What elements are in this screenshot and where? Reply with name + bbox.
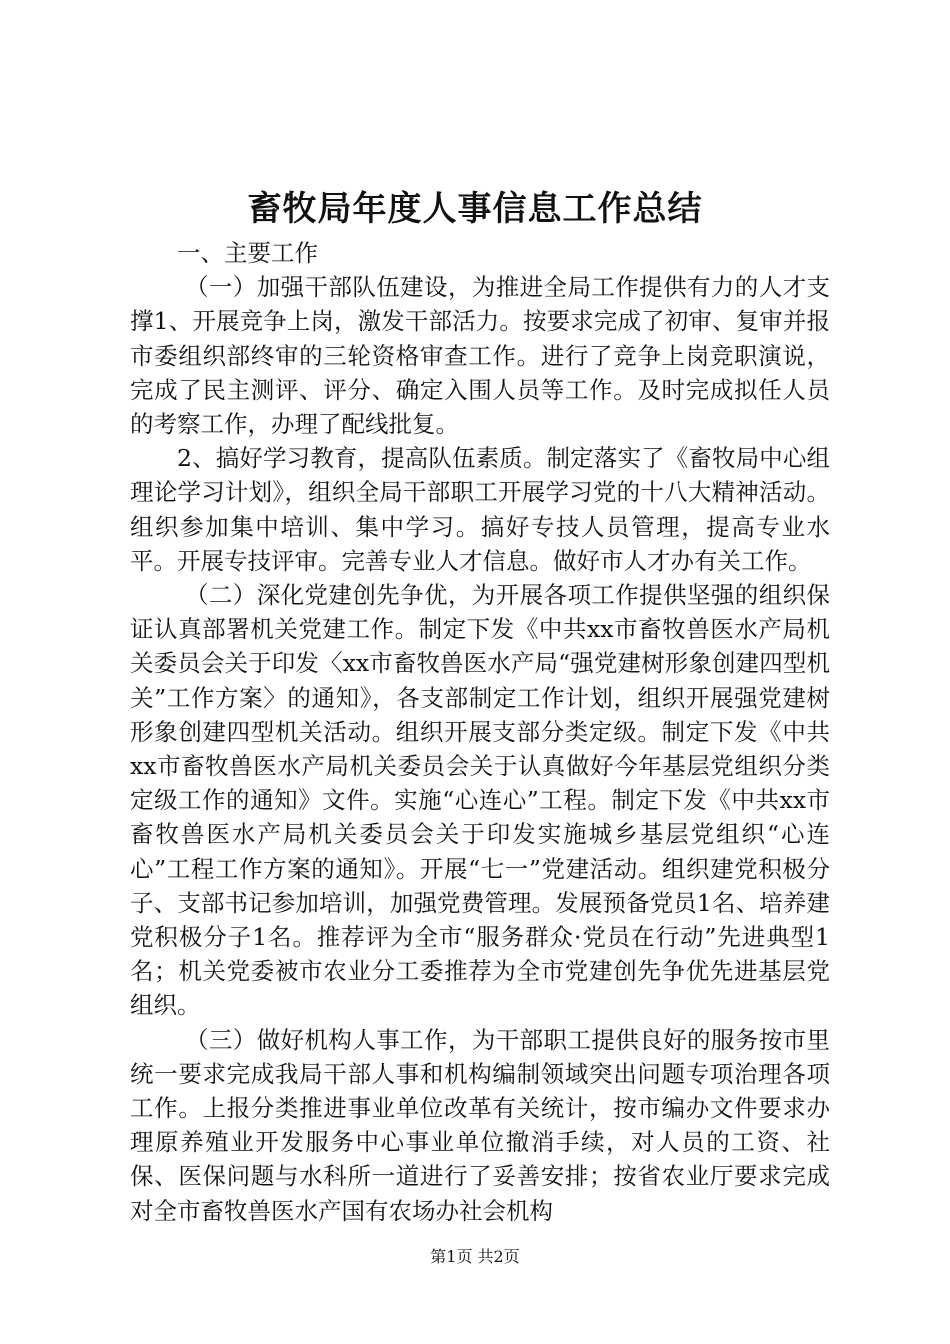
document-body: [130, 236, 830, 1228]
paragraph-1: （一）加强干部队伍建设，为推进全局工作提供有力的人才支撑1、开展竞争上岗，激发干部活力。按要求完成了初审、复审并报市委组织部终审的三轮资格审查工作。进行了竞争上岗竞职演说，完成了民主测评、评分、确定入围人员等工作。及时完成拟任人员的考察工作，办理了配线批复。: [130, 273, 830, 439]
paragraph-2: 2、搞好学习教育，提高队伍素质。制定落实了《畜牧局中心组理论学习计划》，组织全局干部职工开展学习党的十八大精神活动。组织参加集中培训、集中学习。搞好专技人员管理，提高专业水平。开展专技评审。完善专业人才信息。做好市人才办有关工作。: [130, 444, 830, 575]
section-heading: 一、主要工作: [177, 239, 318, 267]
paragraph-3: （二）深化党建创先争优，为开展各项工作提供坚强的组织保证认真部署机关党建工作。制定下发《中共xx市畜牧兽医水产局机关委员会关于印发〈xx市畜牧兽医水产局“强党建树形象创建四型机关”工作方案〉的通知》，各支部制定工作计划，组织开展强党建树形象创建四型机关活动。组织开展支部分类定级。制定下发《中共xx市畜牧兽医水产局机关委员会关于认真做好今年基层党组织分类定级工作的通知》文件。实施“心连心”工程。制定下发《中共xx市畜牧兽医水产局机关委员会关于印发实施城乡基层党组织“心连心”工程工作方案的通知》。开展“七一”党建活动。组织建党积极分子、支部书记参加培训，加强党费管理。发展预备党员1名、培养建党积极分子1名。推荐评为全市“服务群众·党员在行动”先进典型1名；机关党委被市农业分工委推荐为全市党建创先争优先进基层党组织。: [130, 581, 830, 1020]
paragraph-4: （三）做好机构人事工作，为干部职工提供良好的服务按市里统一要求完成我局干部人事和机构编制领域突出问题专项治理各项工作。上报分类推进事业单位改革有关统计，按市编办文件要求办理原养殖业开发服务中心事业单位撤消手续，对人员的工资、社保、医保问题与水科所一道进行了妥善安排；按省农业厅要求完成对全市畜牧兽医水产国有农场办社会机构: [130, 1025, 830, 1225]
page-footer: 第1页 共2页: [430, 1247, 520, 1266]
document-title: 畜牧局年度人事信息工作总结: [247, 189, 703, 229]
